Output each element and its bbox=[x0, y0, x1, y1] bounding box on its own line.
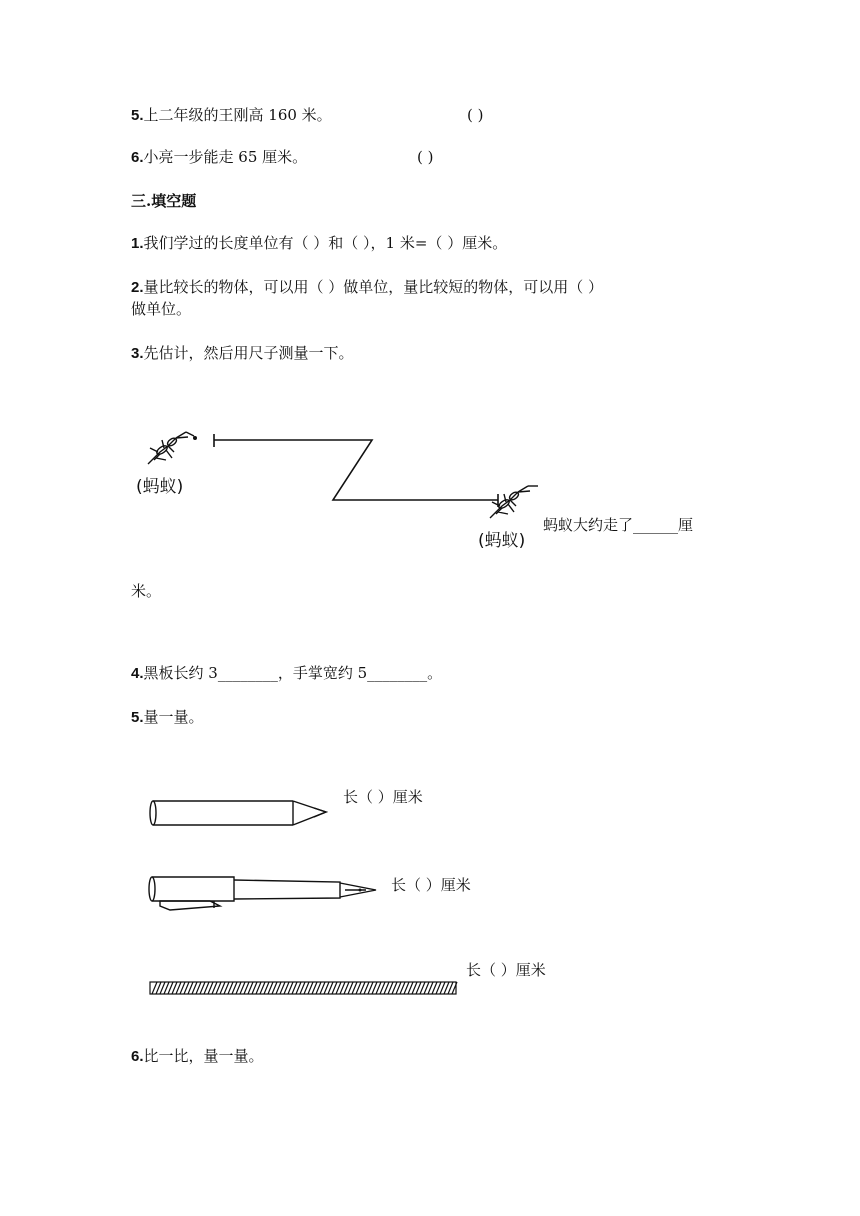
rope-hatch-stroke bbox=[348, 982, 353, 994]
rope-hatch-stroke bbox=[176, 982, 181, 994]
rope-hatch-stroke bbox=[364, 982, 369, 994]
pen-icon bbox=[149, 877, 376, 910]
rope-hatch-stroke bbox=[360, 982, 365, 994]
ant-icon-end bbox=[490, 486, 538, 518]
rope-hatch-stroke bbox=[444, 982, 449, 994]
fill-question-2 bbox=[131, 276, 603, 299]
question-number: 5. bbox=[131, 709, 144, 726]
rope-hatch-stroke bbox=[408, 982, 413, 994]
rope-hatch-stroke bbox=[272, 982, 277, 994]
question-number: 4. bbox=[131, 665, 144, 682]
rope-hatch-stroke bbox=[392, 982, 397, 994]
question-text: 先估计，然后用尺子测量一下。 bbox=[143, 344, 354, 362]
rope-hatch-stroke bbox=[352, 982, 357, 994]
rope-hatch-stroke bbox=[216, 982, 221, 994]
pen-length-answer[interactable]: 长（ ）厘米 bbox=[391, 876, 471, 894]
rope-hatch-stroke bbox=[204, 982, 209, 994]
rope-hatch-stroke bbox=[168, 982, 173, 994]
rope-hatch-stroke bbox=[256, 982, 261, 994]
rope-hatch-stroke bbox=[160, 982, 165, 994]
rope-hatch-stroke bbox=[188, 982, 193, 994]
rope-hatch-stroke bbox=[436, 982, 441, 994]
rope-hatch-stroke bbox=[328, 982, 333, 994]
judge-question-6 bbox=[131, 146, 307, 169]
rope-hatch-stroke bbox=[356, 982, 361, 994]
judge-question-5 bbox=[131, 104, 332, 127]
question-text: 上二年级的王刚高 160 米。 bbox=[143, 106, 332, 124]
question-text: 我们学过的长度单位有（ ）和（ ），1 米=（ ）厘米。 bbox=[143, 234, 508, 252]
rope-hatch-stroke bbox=[372, 982, 377, 994]
rope-hatch-stroke bbox=[276, 982, 281, 994]
rope-hatch-stroke bbox=[396, 982, 401, 994]
rope-hatch-stroke bbox=[268, 982, 273, 994]
question-text: 比一比，量一量。 bbox=[143, 1047, 264, 1065]
rope-hatch-stroke bbox=[308, 982, 313, 994]
rope-hatch-stroke bbox=[248, 982, 253, 994]
question-number: 6. bbox=[131, 1048, 144, 1065]
question-number: 6. bbox=[131, 149, 144, 166]
rope-hatch-stroke bbox=[428, 982, 433, 994]
rope-hatch-stroke bbox=[280, 982, 285, 994]
rope-hatch-stroke bbox=[412, 982, 417, 994]
rope-hatch-stroke bbox=[164, 982, 169, 994]
rope-hatch-stroke bbox=[260, 982, 265, 994]
rope-hatch-stroke bbox=[416, 982, 421, 994]
question-number: 3. bbox=[131, 345, 144, 362]
fill-question-3 bbox=[131, 342, 354, 365]
ant-path-line bbox=[214, 440, 498, 500]
rope-hatch-stroke bbox=[240, 982, 245, 994]
rope-hatch-stroke bbox=[316, 982, 321, 994]
rope-hatch-stroke bbox=[320, 982, 325, 994]
answer-parentheses[interactable]: ( ) bbox=[467, 106, 484, 124]
rope-hatch-stroke bbox=[264, 982, 269, 994]
rope-hatch-stroke bbox=[220, 982, 225, 994]
rope-hatch-stroke bbox=[344, 982, 349, 994]
rope-hatch-stroke bbox=[404, 982, 409, 994]
rope-hatch-stroke bbox=[224, 982, 229, 994]
fill-question-4 bbox=[131, 662, 442, 685]
pencil-icon bbox=[150, 801, 326, 825]
question-text: 量一量。 bbox=[143, 708, 204, 726]
question-text-line2: 做单位。 bbox=[131, 300, 192, 318]
fill-question-6 bbox=[131, 1045, 264, 1068]
rope-icon bbox=[150, 982, 457, 994]
question-text: 黑板长约 3________，手掌宽约 5________。 bbox=[143, 664, 443, 682]
fill-question-5 bbox=[131, 706, 204, 729]
rope-hatch-stroke bbox=[212, 982, 217, 994]
rope-hatch-stroke bbox=[252, 982, 257, 994]
rope-hatch-stroke bbox=[288, 982, 293, 994]
ant-icon-start bbox=[148, 432, 197, 464]
rope-hatch-stroke bbox=[192, 982, 197, 994]
rope-hatch-stroke bbox=[228, 982, 233, 994]
rope-hatch-stroke bbox=[400, 982, 405, 994]
rope-hatch-stroke bbox=[232, 982, 237, 994]
rope-hatch-stroke bbox=[304, 982, 309, 994]
question-number: 2. bbox=[131, 279, 144, 296]
pencil-length-answer[interactable]: 长（ ）厘米 bbox=[343, 788, 423, 806]
rope-length-answer[interactable]: 长（ ）厘米 bbox=[466, 961, 546, 979]
rope-hatch-stroke bbox=[340, 982, 345, 994]
ant-distance-answer-cont: 米。 bbox=[131, 582, 162, 600]
rope-hatch-stroke bbox=[236, 982, 241, 994]
rope-hatch-stroke bbox=[440, 982, 445, 994]
ant-distance-answer[interactable]: 蚂蚁大约走了______厘 bbox=[543, 516, 694, 534]
section-title: 三.填空题 bbox=[131, 192, 197, 210]
question-text: 小亮一步能走 65 厘米。 bbox=[143, 148, 308, 166]
rope-hatch-stroke bbox=[424, 982, 429, 994]
rope-hatch-stroke bbox=[300, 982, 305, 994]
rope-hatch-stroke bbox=[180, 982, 185, 994]
question-text-line1: 量比较长的物体，可以用（ ）做单位，量比较短的物体，可以用（ ） bbox=[143, 278, 604, 296]
question-number: 1. bbox=[131, 235, 144, 252]
rope-hatch-stroke bbox=[312, 982, 317, 994]
rope-hatch-stroke bbox=[200, 982, 205, 994]
fill-question-1 bbox=[131, 232, 507, 255]
rope-hatch-stroke bbox=[196, 982, 201, 994]
rope-hatch-stroke bbox=[380, 982, 385, 994]
rope-hatch-stroke bbox=[324, 982, 329, 994]
rope-hatch-stroke bbox=[376, 982, 381, 994]
rope-hatch-stroke bbox=[448, 982, 453, 994]
rope-hatch-stroke bbox=[156, 982, 161, 994]
rope-hatch-stroke bbox=[244, 982, 249, 994]
rope-hatch-stroke bbox=[152, 982, 157, 994]
rope-hatch-stroke bbox=[284, 982, 289, 994]
rope-hatch-stroke bbox=[172, 982, 177, 994]
rope-hatch-stroke bbox=[388, 982, 393, 994]
answer-parentheses[interactable]: ( ) bbox=[417, 148, 434, 166]
rope-hatch-stroke bbox=[184, 982, 189, 994]
rope-hatch-stroke bbox=[336, 982, 341, 994]
rope-hatch-stroke bbox=[292, 982, 297, 994]
rope-hatch-stroke bbox=[296, 982, 301, 994]
rope-hatch-stroke bbox=[432, 982, 437, 994]
rope-hatch-stroke bbox=[384, 982, 389, 994]
ant-label-start: (蚂蚁) bbox=[136, 477, 184, 497]
question-number: 5. bbox=[131, 107, 144, 124]
rope-hatch-stroke bbox=[420, 982, 425, 994]
rope-hatch-stroke bbox=[368, 982, 373, 994]
rope-hatch-stroke bbox=[452, 982, 457, 994]
rope-hatch-stroke bbox=[332, 982, 337, 994]
rope-hatch-stroke bbox=[208, 982, 213, 994]
ant-label-end: (蚂蚁) bbox=[478, 531, 526, 551]
